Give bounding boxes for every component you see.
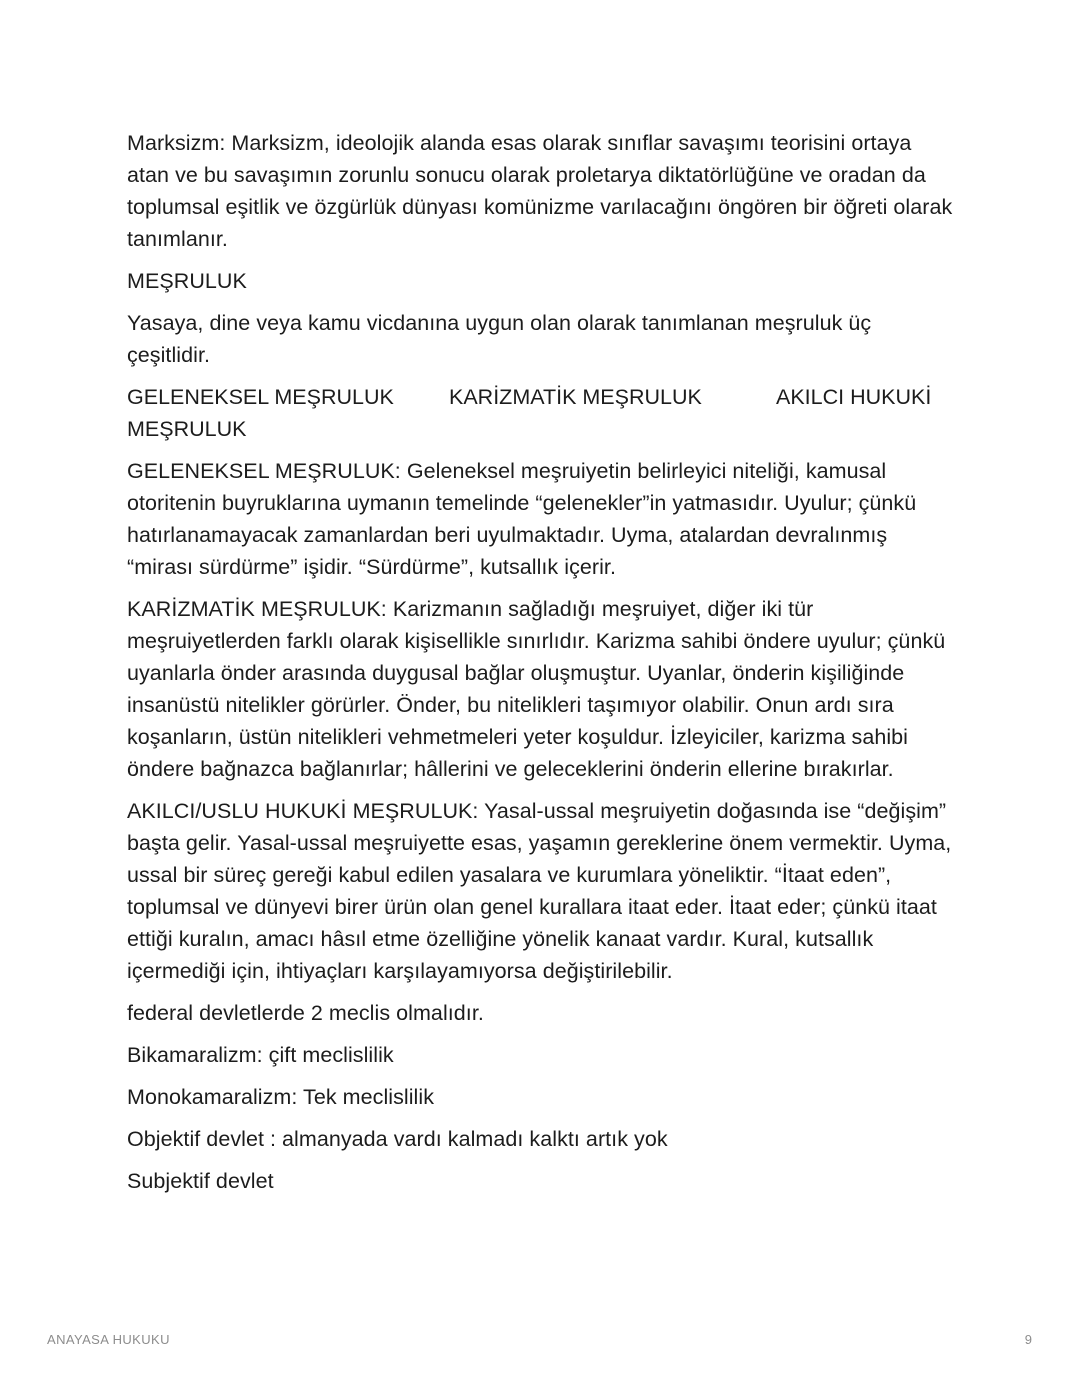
paragraph-mesruluk-intro: Yasaya, dine veya kamu vicdanına uygun olan olarak tanımlanan meşruluk üç çeşitlidir. (127, 311, 872, 367)
paragraph-marksizm: Marksizm: Marksizm, ideolojik alanda esas olarak sınıflar savaşımı teorisini ortaya atan ve bu savaşımın zorunlu sonucu olarak proletarya diktatörlüğüne ve oradan da toplumsal eşitlik ve özgürlük dünyası komünizme varılacağını öngören bir öğreti olarak tanımlanır. (127, 131, 953, 251)
paragraph-federal: federal devletlerde 2 meclis olmalıdır. (127, 1001, 484, 1025)
mesruluk-types-row (127, 381, 957, 445)
type-akilci-continued: MEŞRULUK (127, 417, 247, 441)
page-number: 9 (1024, 1332, 1032, 1347)
type-geleneksel: GELENEKSEL MEŞRULUK (127, 385, 394, 409)
paragraph-karizmatik: KARİZMATİK MEŞRULUK: Karizmanın sağladığı meşruiyet, diğer iki tür meşruiyetlerden farklı olarak kişisellikle sınırlıdır. Karizma sahibi öndere uyulur; çünkü uyanlarla önder arasında duygusal bağlar oluşmuştur. Uyanlar, önderin kişiliğinde insanüstü nitelikler görürler. Önder, bu nitelikleri taşımıyor olabilir. Onun ardı sıra koşanların, üstün nitelikleri vehmetmeleri yeter koşuldur. İzleyiciler, karizma sahibi öndere bağnazca bağlanırlar; hâllerini ve geleceklerini önderin ellerine bırakırlar. (127, 597, 946, 781)
footer-title: ANAYASA HUKUKU (47, 1332, 170, 1347)
heading-mesruluk: MEŞRULUK (127, 269, 247, 293)
paragraph-monokamaralizm: Monokamaralizm: Tek meclislilik (127, 1085, 435, 1109)
paragraph-geleneksel: GELENEKSEL MEŞRULUK: Geleneksel meşruiyetin belirleyici niteliği, kamusal otoritenin buyruklarına uymanın temelinde “gelenekler”in yatmasıdır. Uyulur; çünkü hatırlanamayacak zamanlardan beri uyulmaktadır. Uyma, atalardan devralınmış “mirası sürdürme” işidir. “Sürdürme”, kutsallık içerir. (127, 459, 917, 579)
type-karizmatik: KARİZMATİK MEŞRULUK (449, 385, 702, 409)
type-akilci: AKILCI HUKUKİ (776, 385, 932, 409)
paragraph-akilci: AKILCI/USLU HUKUKİ MEŞRULUK: Yasal-ussal meşruiyetin doğasında ise “değişim” başta gelir. Yasal-ussal meşruiyette esas, yaşamın gereklerine önem vermektir. Uyma, ussal bir süreç gereği kabul edilen yasalara ve kurumlara yöneliktir. “İtaat eden”, toplumsal ve dünyevi birer ürün olan genel kurallara itaat eder. İtaat eder; çünkü itaat ettiği kuralın, amacı hâsıl etme özelliğine yönelik kanaat vardır. Kural, kutsallık içermediği için, ihtiyaçları karşılayamıyorsa değiştirilebilir. (127, 799, 952, 983)
paragraph-bikamaralizm: Bikamaralizm: çift meclislilik (127, 1043, 394, 1067)
paragraph-objektif: Objektif devlet : almanyada vardı kalmadı kalktı artık yok (127, 1127, 668, 1151)
paragraph-subjektif: Subjektif devlet (127, 1169, 274, 1193)
document-body (127, 127, 957, 1207)
